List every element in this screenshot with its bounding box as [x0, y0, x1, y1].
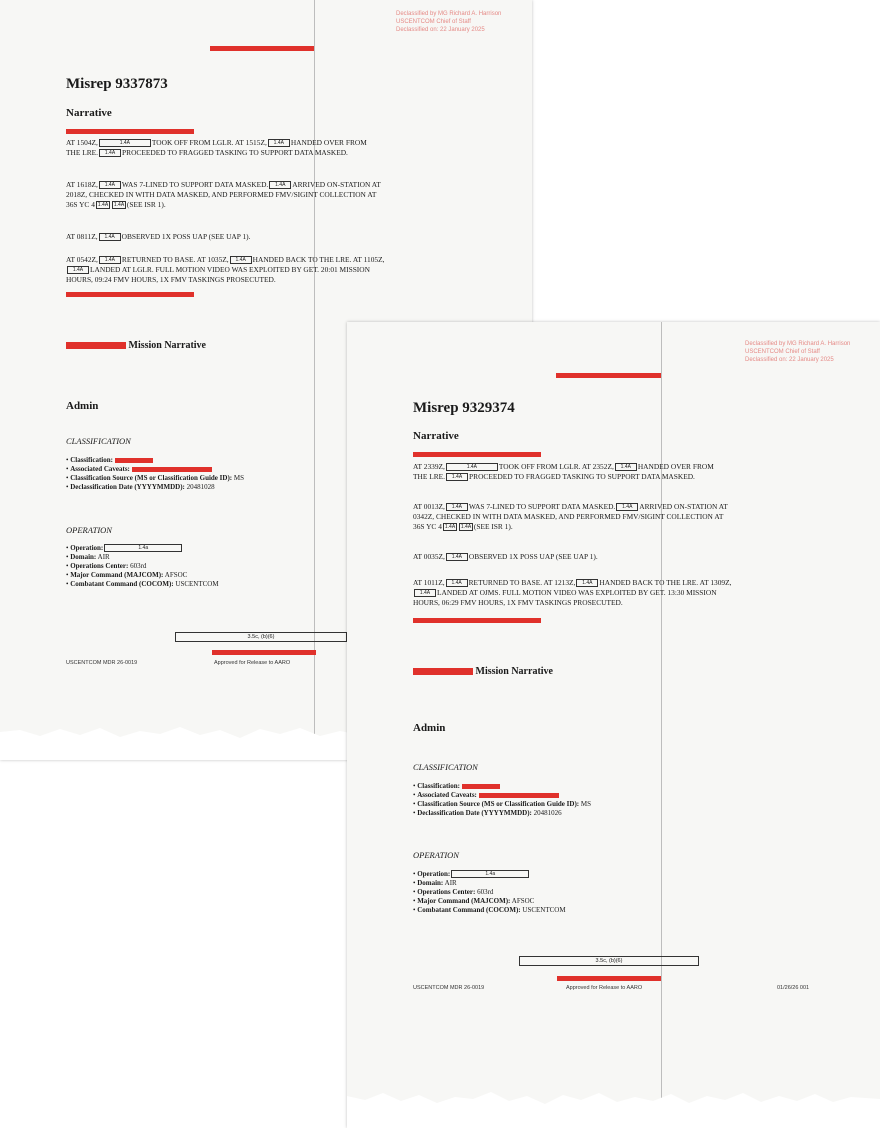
narrative-heading: Narrative	[66, 107, 112, 119]
declassification-notice: Declassified by MG Richard A. Harrison USCENTCOM Chief of Staff Declassified on: 22 January 2025	[745, 341, 851, 363]
list-item: • Associated Caveats:	[66, 465, 244, 474]
list-item: • Operation: 1.4a	[413, 870, 566, 879]
redaction-box: 1.4A	[99, 256, 121, 264]
mission-narrative-heading: Mission Narrative	[413, 666, 553, 677]
page-fold-line	[314, 0, 315, 760]
operation-heading: OPERATION	[66, 525, 112, 535]
redaction-bar	[66, 129, 194, 134]
narrative-paragraph: AT 2339Z, 1.4A TOOK OFF FROM LGLR. AT 2352Z, 1.4A HANDED OVER FROM THE LRE. 1.4A PROCEEDED TO FRAGGED TASKING TO SUPPORT DATA MASKED.	[413, 462, 714, 481]
narrative-paragraph: AT 1618Z, 1.4A WAS 7-LINED TO SUPPORT DATA MASKED. 1.4A ARRIVED ON-STATION AT 2018Z, CHECKED IN WITH DATA MASKED, AND PERFORMED FMV/SIGINT COLLECTION AT 36S YC 4 1.4A 1.4A (SEE ISR 1).	[66, 180, 381, 209]
footer-approval: Approved for Release to AARO	[566, 985, 643, 991]
admin-heading: Admin	[413, 722, 446, 734]
redaction-box: 1.4A	[97, 202, 109, 209]
footer-date-code: 01/26/26 001	[777, 985, 810, 991]
list-item: • Classification:	[413, 782, 591, 791]
redaction-bar	[210, 46, 314, 51]
classification-box: 3.5c, (b)(6)	[175, 632, 347, 642]
list-item: • Associated Caveats:	[413, 791, 591, 800]
redaction-bar	[479, 793, 559, 798]
narrative-paragraph: AT 0811Z, 1.4A OBSERVED 1X POSS UAP (SEE UAP 1).	[66, 232, 251, 241]
misrep-title: Misrep 9337873	[66, 76, 168, 92]
redaction-bar	[66, 292, 194, 297]
redaction-box: 1.4A	[269, 181, 291, 189]
redaction-box: 1.4A	[446, 503, 468, 511]
torn-edge	[347, 1068, 880, 1128]
narrative-paragraph: AT 1504Z, 1.4A TOOK OFF FROM LGLR. AT 1515Z, 1.4A HANDED OVER FROM THE LRE. 1.4A PROCEEDED TO FRAGGED TASKING TO SUPPORT DATA MASKED.	[66, 138, 367, 157]
redaction-box: 1.4A	[99, 233, 121, 241]
redaction-box: 1.4A	[67, 266, 89, 274]
redaction-bar	[413, 452, 541, 457]
list-item: • Classification Source (MS or Classification Guide ID): MS	[66, 474, 244, 483]
redaction-box: 1.4A	[576, 579, 598, 587]
footer-approval: Approved for Release to AARO	[214, 660, 291, 666]
redaction-box: 1.4A	[113, 202, 125, 209]
list-item: • Operation: 1.4a	[66, 544, 219, 553]
redaction-box: 1.4a	[451, 870, 529, 878]
redaction-box: 1.4A	[616, 503, 638, 511]
operation-list	[66, 544, 219, 589]
list-item: • Major Command (MAJCOM): AFSOC	[66, 571, 219, 580]
list-item: • Domain: AIR	[66, 553, 219, 562]
list-item: • Combatant Command (COCOM): USCENTCOM	[66, 580, 219, 589]
redaction-bar	[115, 458, 153, 463]
classification-heading: CLASSIFICATION	[66, 436, 131, 446]
redaction-bar	[462, 784, 500, 789]
list-item: • Combatant Command (COCOM): USCENTCOM	[413, 906, 566, 915]
list-item: • Declassification Date (YYYYMMDD): 20481026	[413, 809, 591, 818]
narrative-paragraph: AT 0035Z, 1.4A OBSERVED 1X POSS UAP (SEE UAP 1).	[413, 552, 598, 561]
redaction-bar	[66, 342, 126, 349]
document-page-2	[347, 322, 880, 1128]
operation-heading: OPERATION	[413, 850, 459, 860]
classification-heading: CLASSIFICATION	[413, 762, 478, 772]
operation-list	[413, 870, 566, 915]
redaction-bar	[556, 373, 661, 378]
admin-heading: Admin	[66, 400, 99, 412]
list-item: • Classification:	[66, 456, 244, 465]
redaction-bar	[132, 467, 212, 472]
narrative-heading: Narrative	[413, 430, 459, 442]
redaction-box: 1.4A	[446, 463, 498, 471]
misrep-title: Misrep 9329374	[413, 400, 515, 416]
classification-list	[413, 782, 591, 818]
classification-box: 3.5c, (b)(6)	[519, 956, 699, 966]
redaction-box: 1.4A	[444, 524, 456, 531]
redaction-box: 1.4A	[99, 149, 121, 157]
narrative-paragraph: AT 0013Z, 1.4A WAS 7-LINED TO SUPPORT DATA MASKED. 1.4A ARRIVED ON-STATION AT 0342Z, CHECKED IN WITH DATA MASKED, AND PERFORMED FMV/SIGINT COLLECTION AT 36S YC 4 1.4A 1.4A (SEE ISR 1).	[413, 502, 728, 531]
list-item: • Declassification Date (YYYYMMDD): 20481028	[66, 483, 244, 492]
classification-list	[66, 456, 244, 492]
list-item: • Classification Source (MS or Classification Guide ID): MS	[413, 800, 591, 809]
redaction-bar	[212, 650, 316, 655]
narrative-paragraph: AT 1011Z, 1.4A RETURNED TO BASE. AT 1213Z, 1.4A HANDED BACK TO THE LRE. AT 1309Z, 1.4A LANDED AT OJMS. FULL MOTION VIDEO WAS EXPLOITED BY GET. 13:30 MISSION HOURS, 06:29 FMV HOURS, 1X FMV TASKINGS PROSECUTED.	[413, 578, 732, 607]
redaction-bar	[557, 976, 661, 981]
redaction-box: 1.4A	[615, 463, 637, 471]
redaction-box: 1.4A	[446, 579, 468, 587]
list-item: • Major Command (MAJCOM): AFSOC	[413, 897, 566, 906]
list-item: • Operations Center: 603rd	[413, 888, 566, 897]
redaction-box: 1.4A	[446, 553, 468, 561]
redaction-box: 1.4A	[460, 524, 472, 531]
redaction-box: 1.4a	[104, 544, 182, 552]
redaction-bar	[413, 618, 541, 623]
redaction-box: 1.4A	[230, 256, 252, 264]
redaction-box: 1.4A	[268, 139, 290, 147]
redaction-box: 1.4A	[414, 589, 436, 597]
redaction-box: 1.4A	[99, 181, 121, 189]
redaction-box: 1.4A	[99, 139, 151, 147]
redaction-box: 1.4A	[446, 473, 468, 481]
list-item: • Domain: AIR	[413, 879, 566, 888]
mission-narrative-heading: Mission Narrative	[66, 340, 206, 351]
redaction-bar	[413, 668, 473, 675]
narrative-paragraph: AT 0542Z, 1.4A RETURNED TO BASE. AT 1035Z, 1.4A HANDED BACK TO THE LRE. AT 1105Z, 1.4A LANDED AT LGLR. FULL MOTION VIDEO WAS EXPLOITED BY GET. 20:01 MISSION HOURS, 09:24 FMV HOURS, 1X FMV TASKINGS PROSECUTED.	[66, 255, 385, 284]
list-item: • Operations Center: 603rd	[66, 562, 219, 571]
page-fold-line	[661, 322, 662, 1128]
footer-reference: USCENTCOM MDR 26-0019	[66, 660, 138, 666]
declassification-notice: Declassified by MG Richard A. Harrison USCENTCOM Chief of Staff Declassified on: 22 January 2025	[396, 11, 502, 33]
footer-reference: USCENTCOM MDR 26-0019	[413, 985, 485, 991]
